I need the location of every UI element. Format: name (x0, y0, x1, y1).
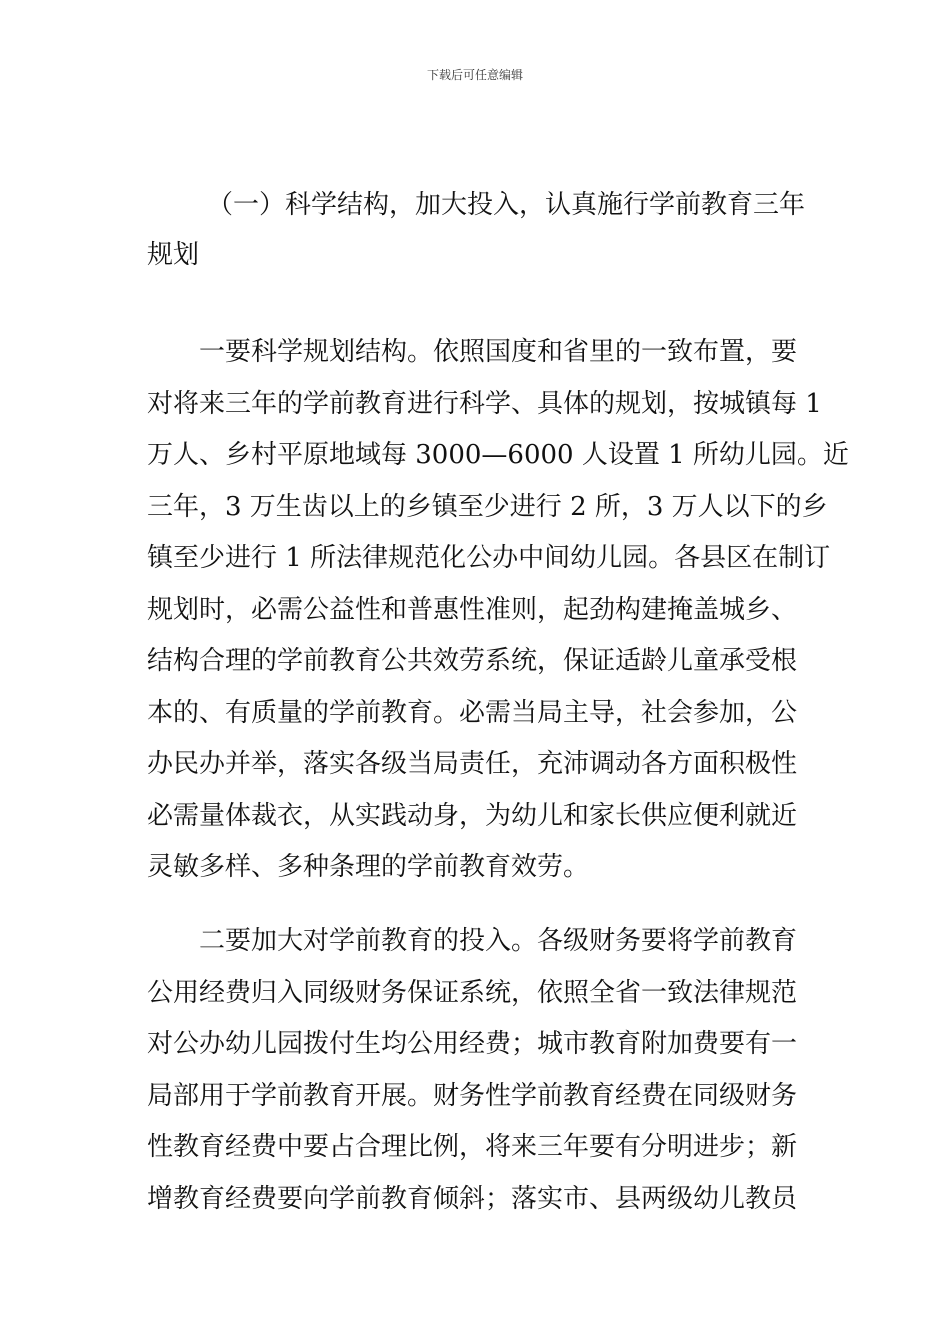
paragraph-line: 局部用于学前教育开展。财务性学前教育经费在同级财务 (147, 1080, 798, 1111)
paragraph-line: 办民办并举，落实各级当局责任，充沛调动各方面积极性 (147, 749, 798, 779)
section-heading (147, 180, 807, 280)
paragraph-line: 性教育经费中要占合理比例，将来三年要有分明进步；新 (147, 1132, 798, 1162)
paragraph-line: 对将来三年的学前教育进行科学、具体的规划，按城镇每 1 (147, 388, 822, 419)
paragraph-line: 公用经费归入同级财务保证系统，依照全省一致法律规范 (147, 977, 798, 1008)
heading-line: （一）科学结构，加大投入，认真施行学前教育三年 (207, 190, 806, 220)
paragraph-line: 二要加大对学前教育的投入。各级财务要将学前教育 (199, 926, 798, 956)
paragraph-line: 镇至少进行 1 所法律规范化公办中间幼儿园。各县区在制订 (147, 543, 831, 573)
paragraph-line: 必需量体裁衣，从实践动身，为幼儿和家长供应便利就近 (147, 800, 798, 831)
paragraph-line: 本的、有质量的学前教育。必需当局主导，社会参加，公 (147, 697, 798, 728)
paragraph-line: 规划时，必需公益性和普惠性准则，起劲构建掩盖城乡、 (147, 594, 798, 625)
header-note: 下载后可任意编辑 (426, 68, 523, 82)
heading-line: 规划 (147, 240, 200, 270)
paragraph-investment (147, 916, 827, 1225)
paragraph-line: 增教育经费要向学前教育倾斜；落实市、县两级幼儿教员 (147, 1183, 798, 1214)
paragraph-line: 一要科学规划结构。依照国度和省里的一致布置，要 (199, 337, 798, 367)
paragraph-line: 三年，3 万生齿以上的乡镇至少进行 2 所，3 万人以下的乡 (147, 491, 828, 522)
paragraph-line: 灵敏多样、多种条理的学前教育效劳。 (147, 852, 590, 882)
paragraph-line: 结构合理的学前教育公共效劳系统，保证适龄儿童承受根 (147, 646, 798, 676)
paragraph-planning (147, 327, 849, 894)
paragraph-line: 万人、乡村平原地域每 3000—6000 人设置 1 所幼儿园。近 (147, 440, 849, 470)
paragraph-line: 对公办幼儿园拨付生均公用经费；城市教育附加费要有一 (147, 1029, 798, 1059)
